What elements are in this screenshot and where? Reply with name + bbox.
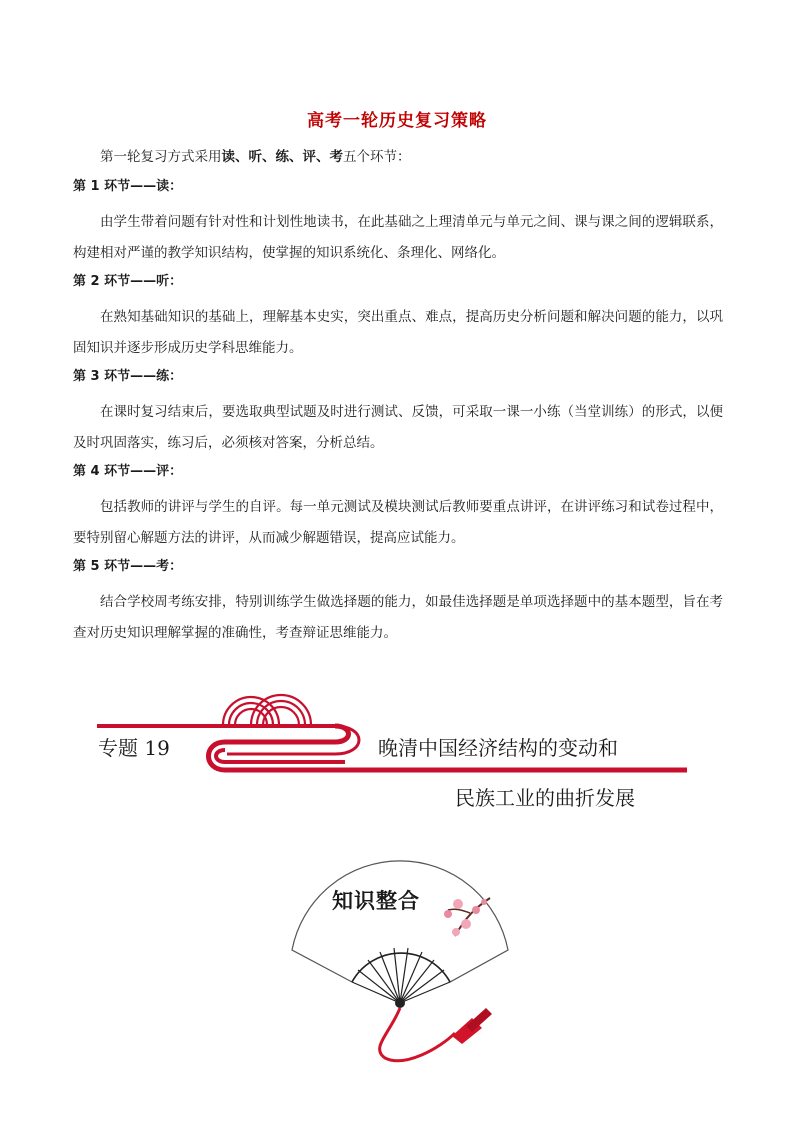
topic-banner bbox=[95, 690, 695, 820]
intro-suffix: 五个环节： bbox=[343, 149, 411, 165]
concentric-arcs-icon bbox=[223, 695, 311, 725]
topic-title-line2: 民族工业的曲折发展 bbox=[455, 786, 635, 810]
intro-prefix: 第一轮复习方式采用 bbox=[100, 149, 222, 165]
step-body: 在课时复习结束后，要选取典型试题及时进行测试、反馈，可采取一课一小练（当堂训练）的形式，以便及时巩固落实，练习后，必须核对答案，分析总结。 bbox=[73, 404, 723, 451]
step-body: 包括教师的讲评与学生的自评。每一单元测试及模块测试后教师要重点讲评，在讲评练习和试卷过程中，要特别留心解题方法的讲评，从而减少解题错误，提高应试能力。 bbox=[73, 499, 723, 546]
page-title: 高考一轮历史复习策略 bbox=[307, 111, 487, 131]
step-body: 结合学校周考练安排，特别训练学生做选择题的能力，如最佳选择题是单项选择题中的基本题型，旨在考查对历史知识理解掌握的准确性，考查辩证思维能力。 bbox=[73, 594, 723, 641]
step-heading: 第 2 环节——听： bbox=[73, 274, 183, 289]
step-body: 由学生带着问题有针对性和计划性地读书，在此基础之上理清单元与单元之间、课与课之间的逻辑联系，构建相对严谨的教学知识结构，使掌握的知识系统化、条理化、网络化。 bbox=[73, 214, 723, 261]
step-4 bbox=[73, 461, 723, 554]
step-heading: 第 1 环节——读： bbox=[73, 179, 183, 194]
steps-section bbox=[73, 176, 723, 651]
step-2 bbox=[73, 271, 723, 364]
step-1 bbox=[73, 176, 723, 269]
step-5 bbox=[73, 556, 723, 649]
topic-number: 专题 19 bbox=[98, 736, 170, 760]
step-heading: 第 5 环节——考： bbox=[73, 559, 183, 574]
step-heading: 第 3 环节——练： bbox=[73, 369, 183, 384]
topic-title-line1: 晚清中国经济结构的变动和 bbox=[378, 736, 618, 760]
step-3 bbox=[73, 366, 723, 459]
intro-paragraph bbox=[100, 145, 411, 165]
step-heading: 第 4 环节——评： bbox=[73, 464, 183, 479]
step-body: 在熟知基础知识的基础上，理解基本史实，突出重点、难点，提高历史分析问题和解决问题的能力，以巩固知识并逐步形成历史学科思维能力。 bbox=[73, 309, 723, 356]
badge-label: 知识整合 bbox=[332, 889, 420, 913]
intro-bold: 读、听、练、评、考 bbox=[221, 149, 343, 165]
knowledge-integration-badge bbox=[290, 858, 510, 1068]
